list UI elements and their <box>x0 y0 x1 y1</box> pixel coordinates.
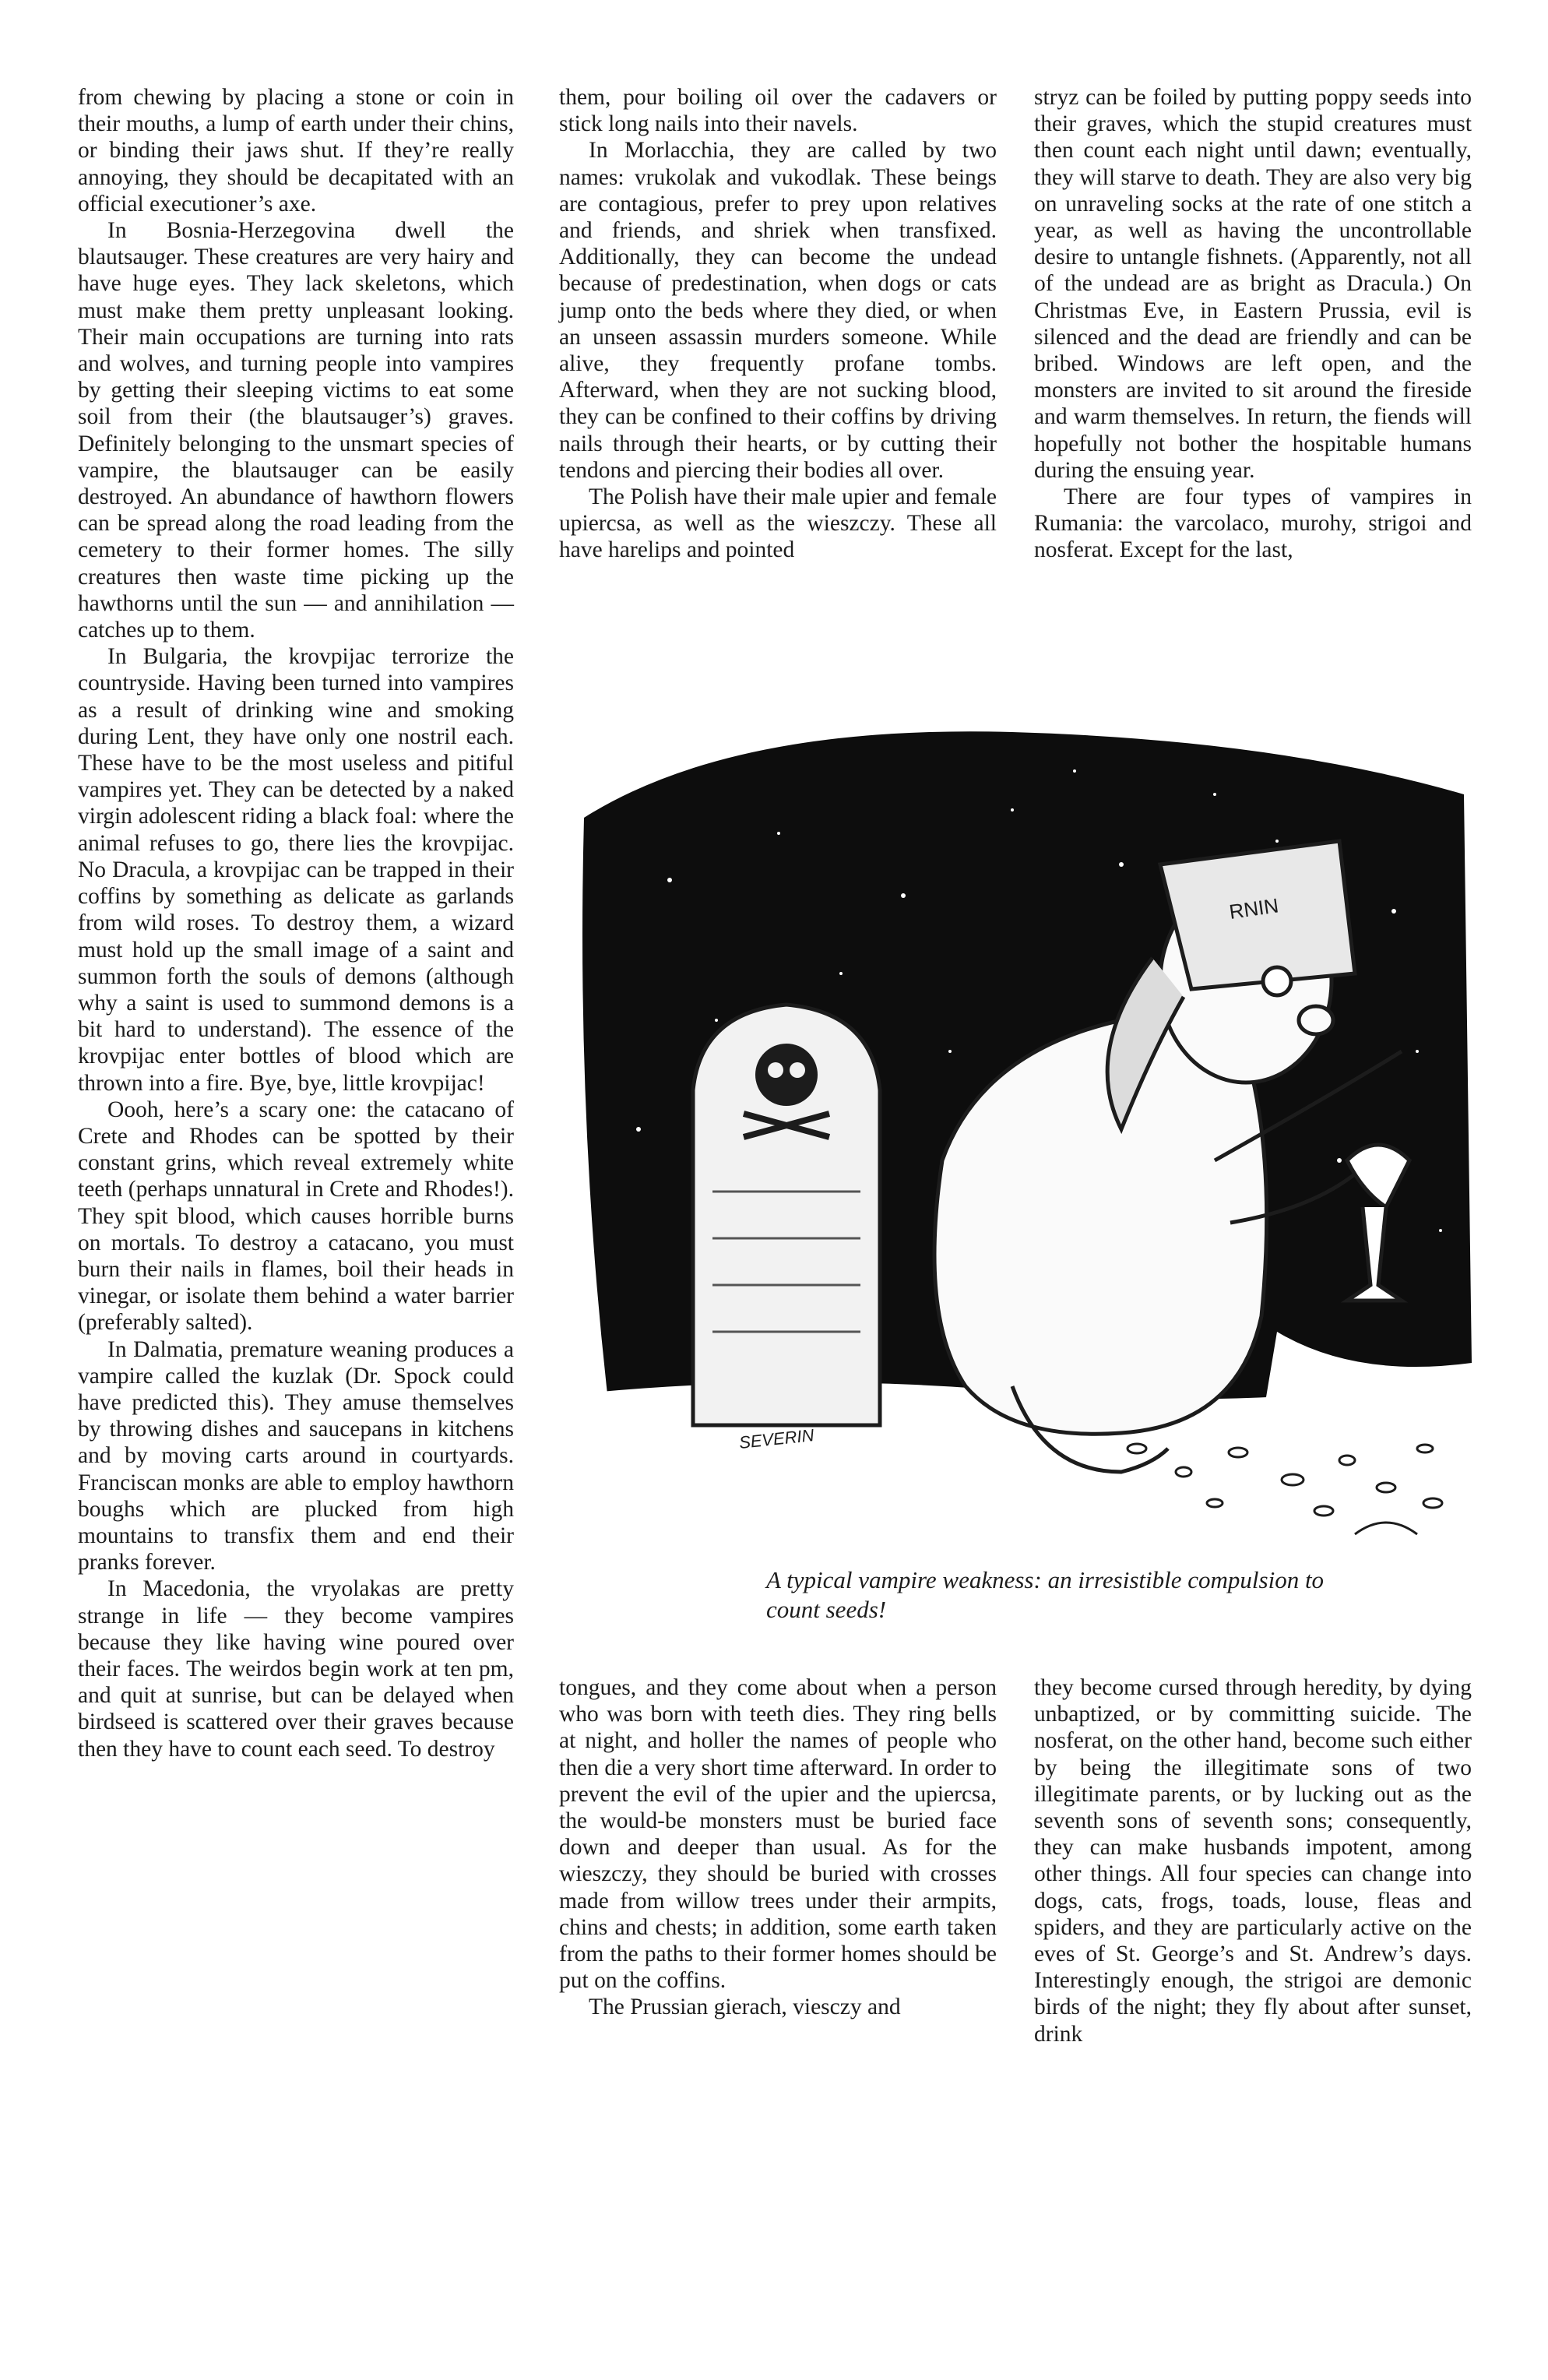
tombstone <box>693 1005 880 1425</box>
right-column-bottom <box>1034 1674 1472 2047</box>
right-column-top <box>1034 84 1472 564</box>
paragraph: stryz can be foiled by putting poppy seeds into their graves, which the stupid creatures must then count each night until dawn; eventually, they will starve to death. They are also very big on unraveling socks at the rate of one stitch a year, as well as having the uncontrollable desire to untangle fishnets. (Apparently, not all of the undead are as bright as Dracula.) On Christmas Eve, in Eastern Prussia, evil is silenced and the dead are friendly and can be bribed. Windows are left open, and the monsters are invited to sit around the fireside and warm themselves. In return, the fiends will hopefully not bother the hospitable humans during the ensuing year. <box>1034 85 1472 483</box>
paragraph: The Polish have their male upier and female upiercsa, as well as the wieszczy. These all have harelips and pointed <box>559 484 997 563</box>
vampire-illustration <box>576 724 1479 1565</box>
paragraph: them, pour boiling oil over the cadavers or stick long nails into their navels. <box>559 85 997 137</box>
paragraph: There are four types of vampires in Rumania: the varcolaco, murohy, strigoi and nosferat. Except for the last, <box>1034 484 1472 563</box>
paragraph: In Bulgaria, the krovpijac terrorize the countryside. Having been turned into vampires as a result of drinking wine and smoking during Lent, they have only one nostril each. These have to be the most useless and pitiful vampires yet. They can be detected by a naked virgin adolescent riding a black foal: where the animal refuses to go, there lies the krovpijac. No Dracula, a krovpijac can be trapped in their coffins by something as delicate as garlands from wild roses. To destroy them, a wizard must hold up the small image of a saint and summon forth the souls of demons (although why a saint is used to summond demons is a bit hard to understand). The essence of the krovpijac enter bottles of blood which are thrown into a fire. Bye, bye, little krovpijac! <box>78 644 514 1096</box>
paragraph: In Morlacchia, they are called by two names: vrukolak and vukodlak. These beings are contagious, prefer to prey upon relatives and friends, and shriek when transfixed. Additionally, they can become the undead because of predestination, when dogs or cats jump onto the beds where they died, or when an unseen assassin murders someone. While alive, they frequently profane tombs. Afterward, when they are not sucking blood, they can be confined to their coffins by driving nails through their hearts, or by cutting their tendons and piercing their bodies all over. <box>559 138 997 483</box>
paragraph: tongues, and they come about when a person who was born with teeth dies. They ring bells at night, and holler the names of people who then die a very short time afterward. In order to prevent the evil of the upier and the upiercsa, the would-be monsters must be buried face down and deeper than usual. As for the wieszczy, they should be buried with crosses made from willow trees under their armpits, chins and chests; in addition, some earth taken from the paths to their former homes should be put on the coffins. <box>559 1675 997 1994</box>
paragraph: In Bosnia-Herzegovina dwell the blautsauger. These creatures are very hairy and have huge eyes. They lack skeletons, which must make them pretty unpleasant looking. Their main occupations are turning into rats and wolves, and turning people into vampires by getting their sleeping victims to eat some soil from their (the blautsauger’s) graves. Definitely belonging to the unsmart species of vampire, the blautsauger can be easily destroyed. An abundance of hawthorn flowers can be spread along the road leading from the cemetery to their former homes. The silly creatures then waste time picking up the hawthorns until the sun — and annihilation — catches up to them. <box>78 218 514 643</box>
hat-lettering: RNIN <box>1227 893 1280 924</box>
paragraph: The Prussian gierach, viesczy and <box>589 1994 901 2020</box>
middle-column-top <box>559 84 997 564</box>
paragraph: In Dalmatia, premature weaning produces a vampire called the kuzlak (Dr. Spock could have predicted this). They amuse themselves by throwing dishes and saucepans in kitchens and by moving carts around in courtyards. Franciscan monks are able to employ hawthorn boughs which are plucked from high mountains to transfix them and end their pranks forever. <box>78 1336 514 1576</box>
paragraph: In Macedonia, the vryolakas are pretty strange in life — they become vampires because they like having wine poured over their faces. The weirdos begin work at ten pm, and quit at sunrise, but can be delayed when birdseed is scattered over their graves because then they have to count each seed. To destroy <box>78 1576 514 1762</box>
paragraph: Oooh, here’s a scary one: the catacano of Crete and Rhodes can be spotted by their constant grins, which reveal extremely white teeth (perhaps unnatural in Crete and Rhodes!). They spit blood, which causes horrible burns on mortals. To destroy a catacano, you must burn their nails in flames, boil their heads in vinegar, or isolate them behind a water barrier (preferably salted). <box>78 1097 514 1336</box>
illustration-caption: A typical vampire weakness: an irresistible compulsion to count seeds! <box>766 1566 1325 1623</box>
artist-signature: SEVERIN <box>737 1425 815 1452</box>
paragraph: they become cursed through heredity, by dying unbaptized, or by committing suicide. The nosferat, on the other hand, become such either by being the illegitimate sons of two illegitimate parents, or by lucking out as the seventh sons of seventh sons; consequently, they can make husbands impotent, among other things. All four species can change into dogs, cats, frogs, toads, louse, fleas and spiders, and they are particularly active on the eves of St. George’s and St. Andrew’s days. Interestingly enough, the strigoi are demonic birds of the night; they fly about after sunset, drink <box>1034 1675 1472 2047</box>
left-column <box>78 84 514 1762</box>
middle-column-bottom <box>559 1674 997 2021</box>
paragraph: from chewing by placing a stone or coin in their mouths, a lump of earth under their chins, or binding their jaws shut. If they’re really annoying, they should be decapitated with an official executioner’s axe. <box>78 85 514 217</box>
